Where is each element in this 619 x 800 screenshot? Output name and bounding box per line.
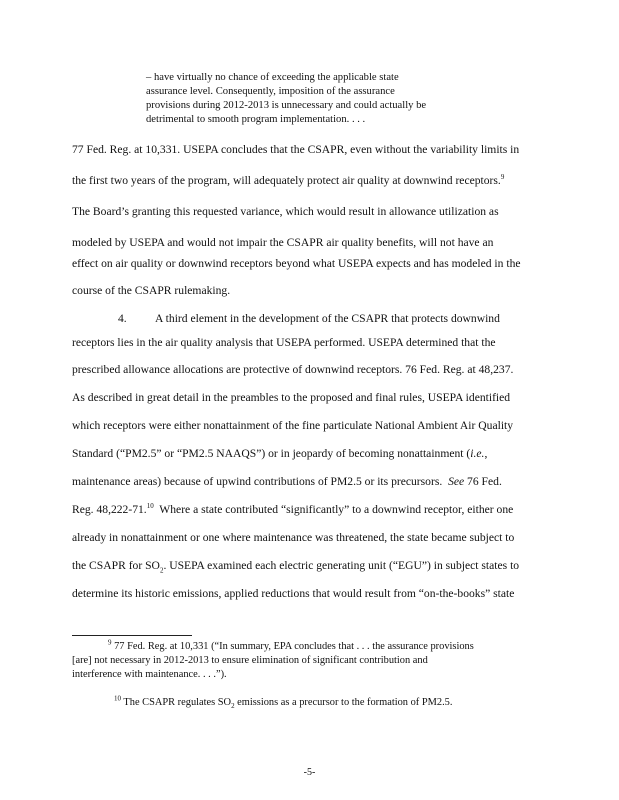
block-quote-line: assurance level. Consequently, imposition of the assurance (146, 86, 395, 97)
body-text-line: effect on air quality or downwind receptors beyond what USEPA expects and has modeled in the (72, 257, 521, 270)
body-text-segment: Standard (“PM2.5” or “PM2.5 NAAQS”) or in jeopardy of becoming nonattainment ( (72, 447, 471, 460)
subscript: 2 (231, 702, 235, 711)
body-text-segment: 76 Fed. (464, 475, 502, 488)
footnote-mark-9: 9 (108, 638, 112, 647)
body-text-line: which receptors were either nonattainment of the fine particulate National Ambient Air Quality (72, 419, 514, 432)
footnote-ref-9[interactable]: 9 (500, 173, 505, 182)
body-text-line: receptors lies in the air quality analysis that USEPA performed. USEPA determined that the (72, 336, 496, 349)
body-text-line (72, 447, 552, 461)
body-text-line: course of the CSAPR rulemaking. (72, 284, 231, 297)
footnote-9-line (108, 640, 474, 653)
body-text-line: As described in great detail in the preambles to the proposed and final rules, USEPA identified (72, 391, 511, 404)
body-text-line (72, 559, 552, 577)
body-text-line (72, 503, 552, 517)
footnote-mark-10: 10 (114, 694, 121, 703)
body-text-segment: the CSAPR for SO (72, 559, 160, 572)
block-quote-line: provisions during 2012-2013 is unnecessary and could actually be (146, 100, 427, 111)
body-text-line: modeled by USEPA and would not impair the CSAPR air quality benefits, will not have an (72, 236, 494, 249)
body-text-line: 77 Fed. Reg. at 10,331. USEPA concludes that the CSAPR, even without the variability limits in (72, 143, 520, 156)
footnote-9-line: interference with maintenance. . . .”). (72, 669, 227, 680)
body-text-italic: i.e. (470, 447, 485, 460)
footnote-text: emissions as a precursor to the formation of PM2.5. (234, 697, 453, 708)
body-text-segment: , (484, 447, 488, 460)
body-text-line: prescribed allowance allocations are protective of downwind receptors. 76 Fed. Reg. at 48,237. (72, 363, 514, 376)
footnote-separator (72, 635, 192, 636)
body-text-line: determine its historic emissions, applied reductions that would result from “on-the-books” state (72, 587, 515, 600)
subscript: 2 (159, 566, 164, 575)
body-text-line: already in nonattainment or one where maintenance was threatened, the state became subject to (72, 531, 515, 544)
body-text-line: The Board’s granting this requested variance, which would result in allowance utilization as (72, 205, 499, 218)
footnote-text: The CSAPR regulates SO (121, 697, 232, 708)
citation-signal-see: See (448, 475, 465, 488)
body-text-line (72, 174, 552, 188)
body-text-segment: Reg. 48,222-71. (72, 503, 147, 516)
page-number: -5- (303, 767, 316, 778)
footnote-ref-10[interactable]: 10 (146, 502, 154, 511)
footnote-10-line (114, 696, 452, 713)
block-quote-line: detrimental to smooth program implementation. . . . (146, 114, 366, 125)
body-text-segment: the first two years of the program, will adequately protect air quality at downwind receptors. (72, 174, 501, 187)
body-text-segment: . USEPA examined each electric generating unit (“EGU”) in subject states to (163, 559, 520, 572)
body-text-line: 4. A third element in the development of the CSAPR that protects downwind (118, 312, 500, 325)
footnote-9-line: [are] not necessary in 2012-2013 to ensure elimination of significant contribution and (72, 655, 428, 666)
footnote-text: 77 Fed. Reg. at 10,331 (“In summary, EPA concludes that . . . the assurance provisions (111, 641, 474, 652)
body-text-line (72, 475, 552, 489)
block-quote-line: – have virtually no chance of exceeding the applicable state (146, 72, 399, 83)
body-text-segment: maintenance areas) because of upwind contributions of PM2.5 or its precursors. (72, 475, 449, 488)
body-text-segment: Where a state contributed “significantly” to a downwind receptor, either one (153, 503, 514, 516)
